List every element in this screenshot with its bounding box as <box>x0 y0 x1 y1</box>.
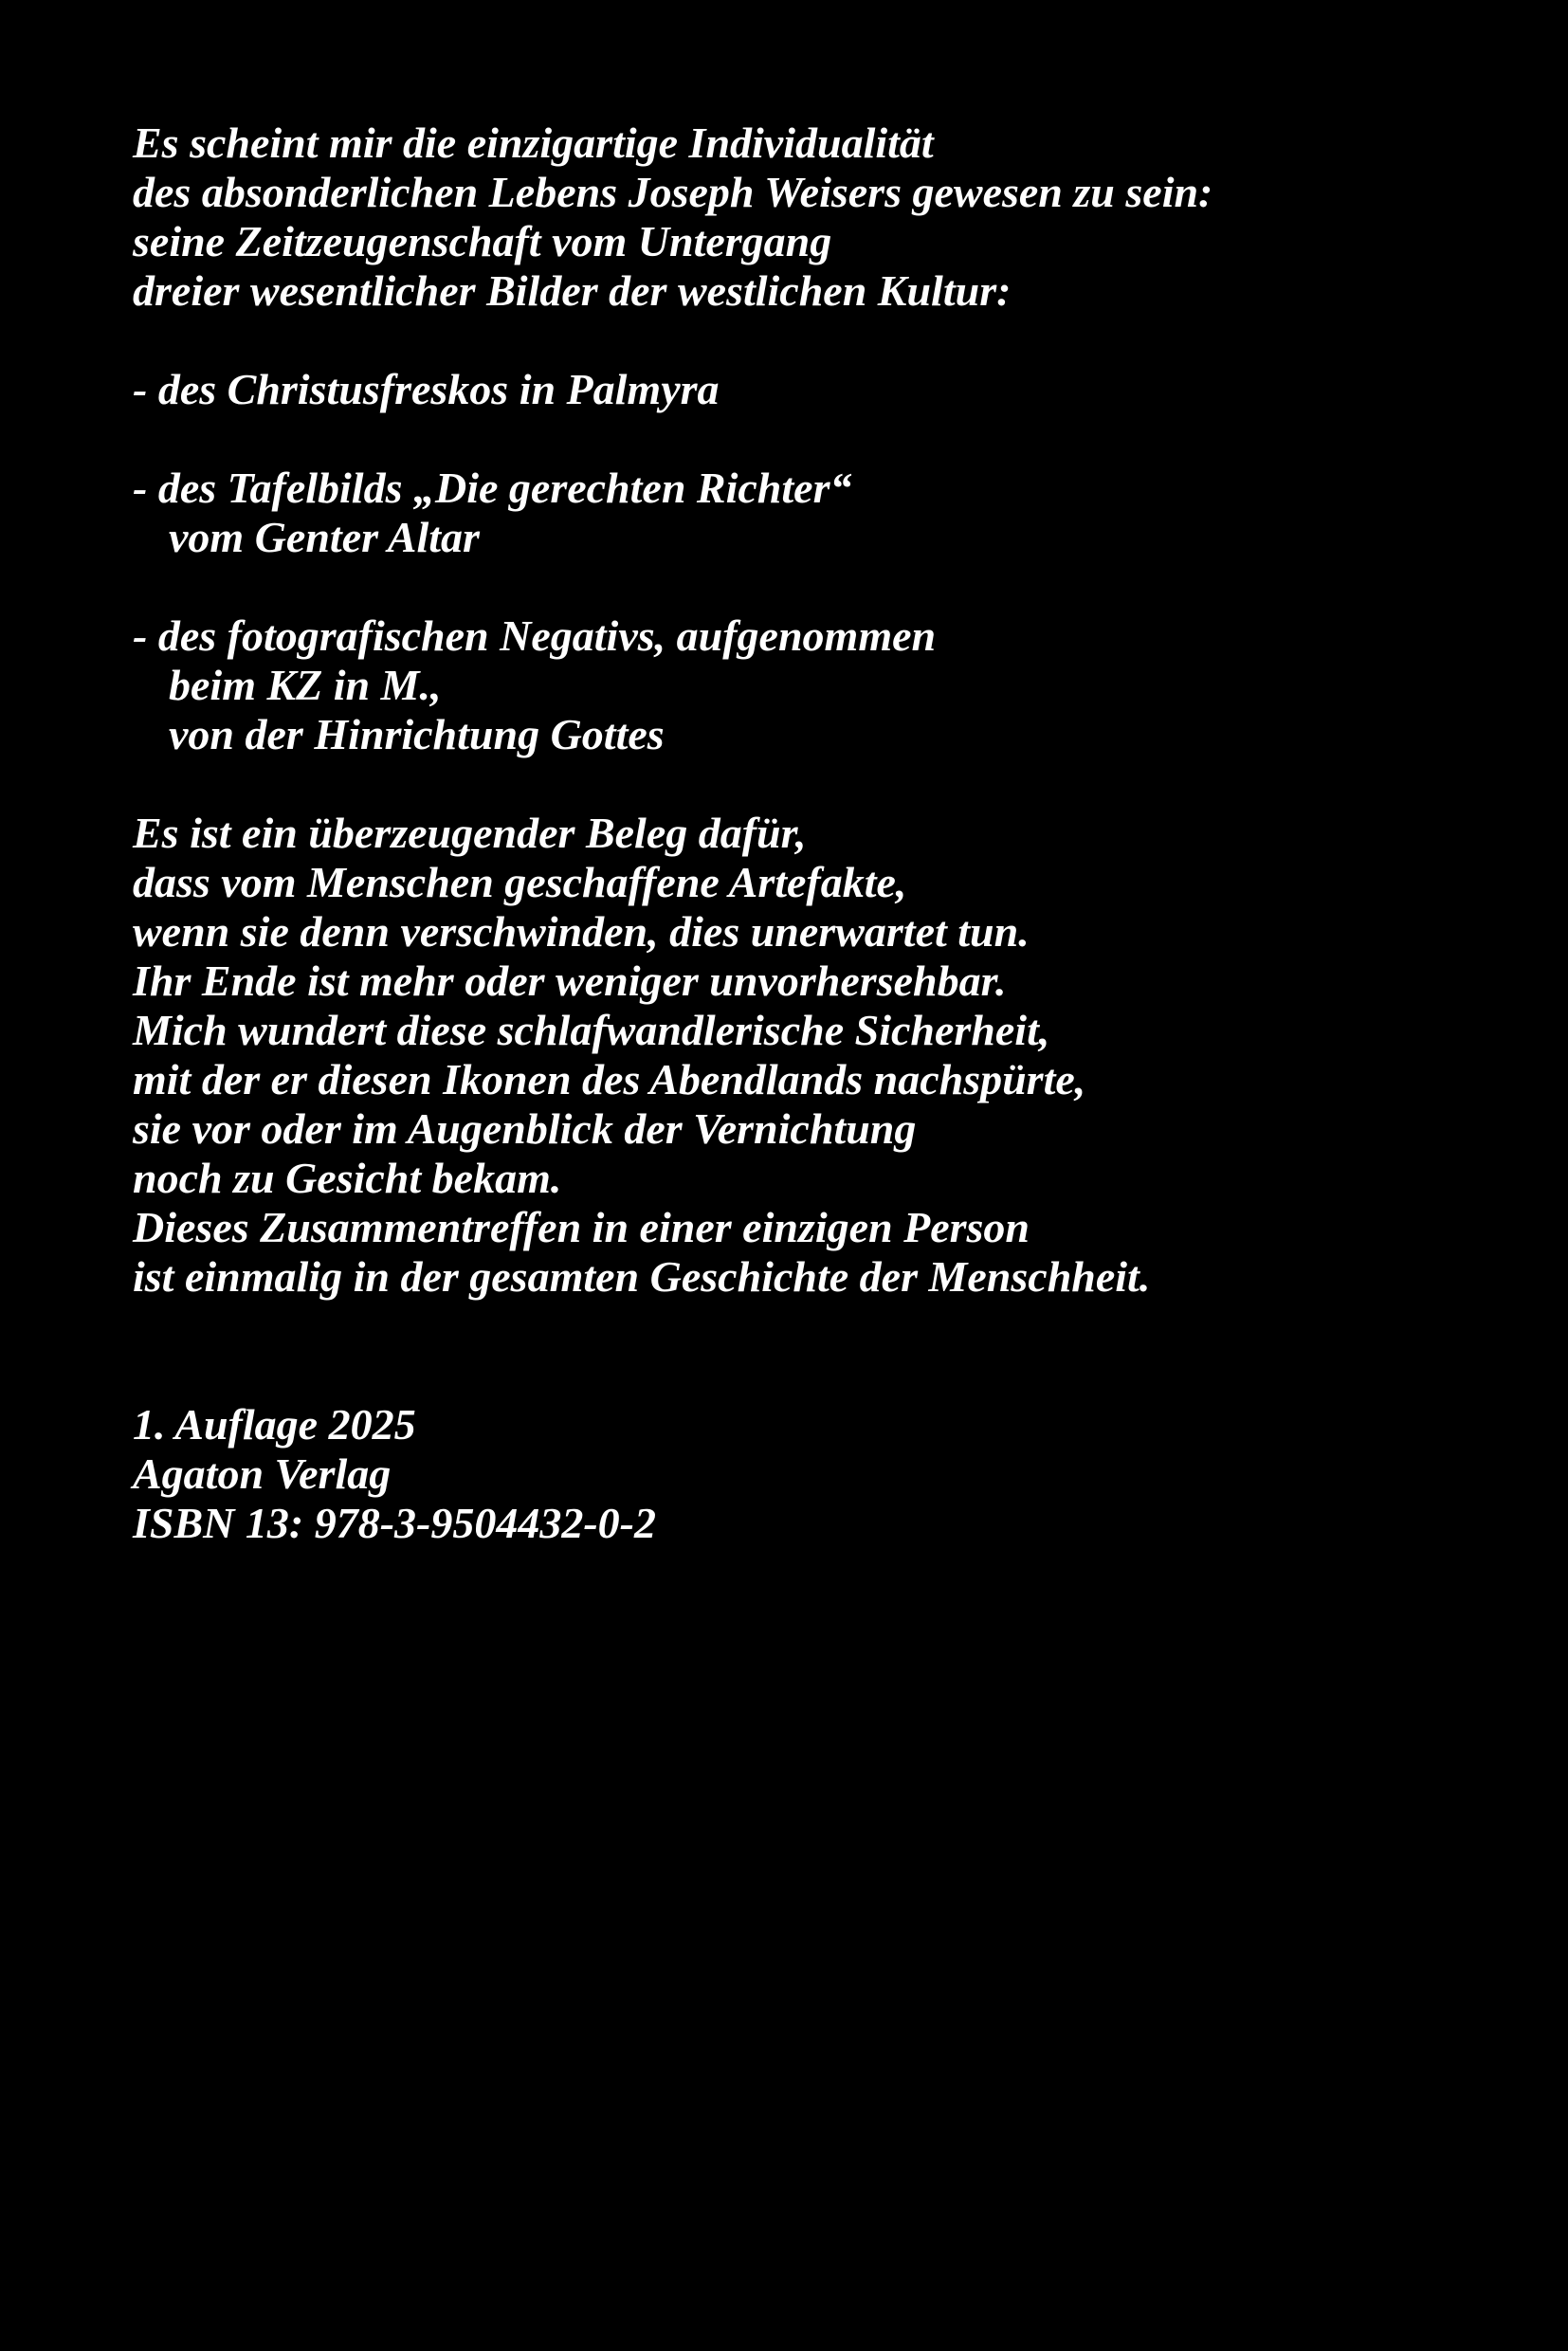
body-line: noch zu Gesicht bekam. <box>133 1154 562 1202</box>
edition-text: 1. Auflage 2025 <box>133 1400 416 1449</box>
isbn-text: ISBN 13: 978-3-9504432-0-2 <box>133 1499 656 1547</box>
body-line: Ihr Ende ist mehr oder weniger unvorhersehbar. <box>133 957 1007 1005</box>
body-line: Mich wundert diese schlafwandlerische Sicherheit, <box>133 1006 1050 1054</box>
list-item-line: von der Hinrichtung Gottes <box>169 710 665 758</box>
spacer <box>133 316 1498 365</box>
imprint <box>133 1400 1498 1548</box>
list-item-fresco <box>133 365 1498 414</box>
intro-line: des absonderlichen Lebens Joseph Weisers gewesen zu sein: <box>133 168 1213 216</box>
list-item-line: beim KZ in M., <box>169 661 442 709</box>
body-line: Es ist ein überzeugender Beleg dafür, <box>133 809 807 857</box>
intro-line: dreier wesentlicher Bilder der westlichen Kultur: <box>133 266 1012 315</box>
body-line: wenn sie denn verschwinden, dies unerwartet tun. <box>133 907 1030 956</box>
spacer <box>133 1302 1498 1400</box>
intro-line: seine Zeitzeugenschaft vom Untergang <box>133 217 832 265</box>
list-item-negative <box>133 611 1498 759</box>
publisher-name: Agaton Verlag <box>133 1449 392 1498</box>
spacer <box>133 759 1498 809</box>
body-line: sie vor oder im Augenblick der Vernichtung <box>133 1104 917 1153</box>
body-line: Dieses Zusammentreffen in einer einzigen Person <box>133 1203 1030 1251</box>
spacer <box>133 562 1498 611</box>
list-item-panel-painting <box>133 464 1498 562</box>
list-item-line: - des fotografischen Negativs, aufgenommen <box>133 611 937 660</box>
list-item-line: - des Tafelbilds „Die gerechten Richter“ <box>133 464 852 512</box>
body-line: mit der er diesen Ikonen des Abendlands nachspürte, <box>133 1055 1086 1103</box>
body-line: dass vom Menschen geschaffene Artefakte, <box>133 858 907 906</box>
body-paragraph <box>133 809 1498 1302</box>
intro-line: Es scheint mir die einzigartige Individualität <box>133 118 934 167</box>
list-item-line: vom Genter Altar <box>169 513 480 561</box>
body-line: ist einmalig in der gesamten Geschichte der Menschheit. <box>133 1252 1151 1301</box>
back-cover-text <box>133 118 1498 1548</box>
spacer <box>133 414 1498 464</box>
list-item-line: - des Christusfreskos in Palmyra <box>133 365 720 413</box>
intro-paragraph <box>133 118 1498 316</box>
